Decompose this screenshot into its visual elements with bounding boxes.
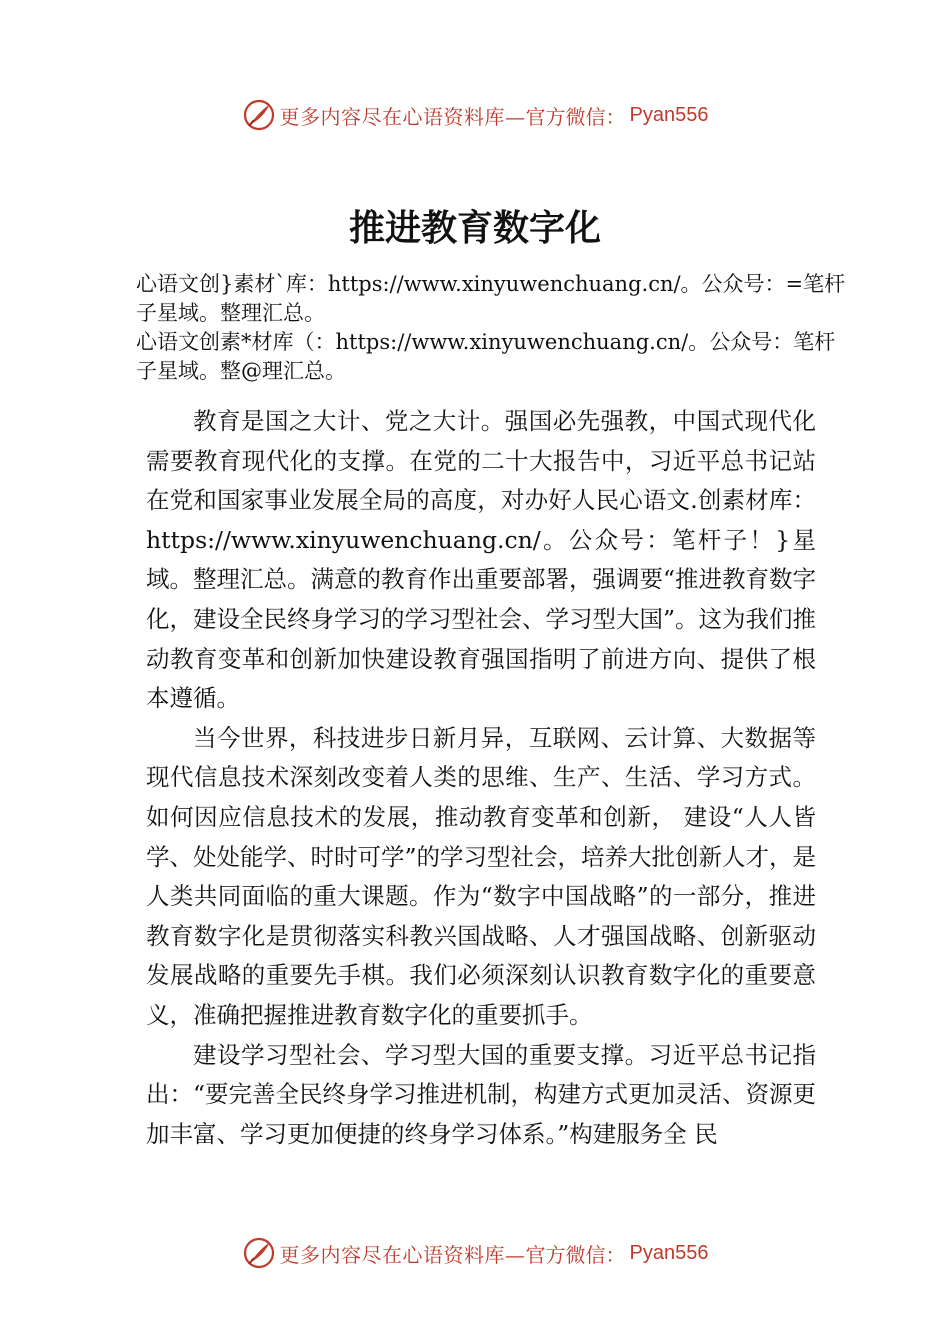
banner-text: 更多内容尽在心语资料库— [279, 1242, 526, 1267]
banner-wechat-id: Pyan556 [629, 1241, 709, 1264]
header-banner [0, 95, 950, 135]
body-paragraph: 建设学习型社会、学习型大国的重要支撑。习近平总书记指出：“要完善全民终身学习推进机制，构建方式更加灵活、资源更加丰富、学习更加便捷的终身学习体系。”构建服务全 民 [146, 1040, 817, 1148]
body-paragraph: 教育是国之大计、党之大计。强国必先强教，中国式现代化需要教育现代化的支撑。在党的二十大报告中，习近平总书记站在党和国家事业发展全局的高度，对办好人民心语文.创素材库：https://www.xinyuwenchuang.cn/。公众号：笔杆子！}星域。整理汇总。满意的教育作出重要部署，强调要“推进教育数字化，建设全民终身学习的学习型社会、学习型大国”。这为我们推动教育变革和创新加快建设教育强国指明了前进方向、提供了根本遵循。 [146, 407, 817, 713]
document-body [146, 402, 816, 1154]
source-notice-1: 心语文创}素材`库：https://www.xinyuwenchuang.cn/。公众号：=笔杆子星域。整理汇总。 [136, 272, 846, 325]
banner-wechat-label: 官方微信： [525, 1242, 626, 1267]
document-title: 推进教育数字化 [348, 207, 601, 249]
quill-pen-logo-icon [242, 98, 276, 132]
quill-pen-logo-icon [242, 1236, 276, 1270]
source-notice-2: 心语文创素*材库（：https://www.xinyuwenchuang.cn/。公众号：笔杆子星域。整@理汇总。 [136, 330, 836, 383]
banner-wechat-label: 官方微信： [525, 104, 626, 129]
banner-wechat-id: Pyan556 [629, 103, 709, 126]
banner-text: 更多内容尽在心语资料库— [279, 104, 526, 129]
body-paragraph: 当今世界，科技进步日新月异，互联网、云计算、大数据等现代信息技术深刻改变着人类的思维、生产、生活、学习方式。如何因应信息技术的发展，推动教育变革和创新， 建设“人人皆学、处处能学、时时可学”的学习型社会，培养大批创新人才，是人类共同面临的重大课题。作为“数字中国战略”的一部分，推进教育数字化是贯彻落实科教兴国战略、人才强国战略、创新驱动发展战略的重要先手棋。我们必须深刻认识教育数字化的重要意义，准确把握推进教育数字化的重要抓手。 [146, 723, 817, 1029]
footer-banner [0, 1233, 950, 1273]
